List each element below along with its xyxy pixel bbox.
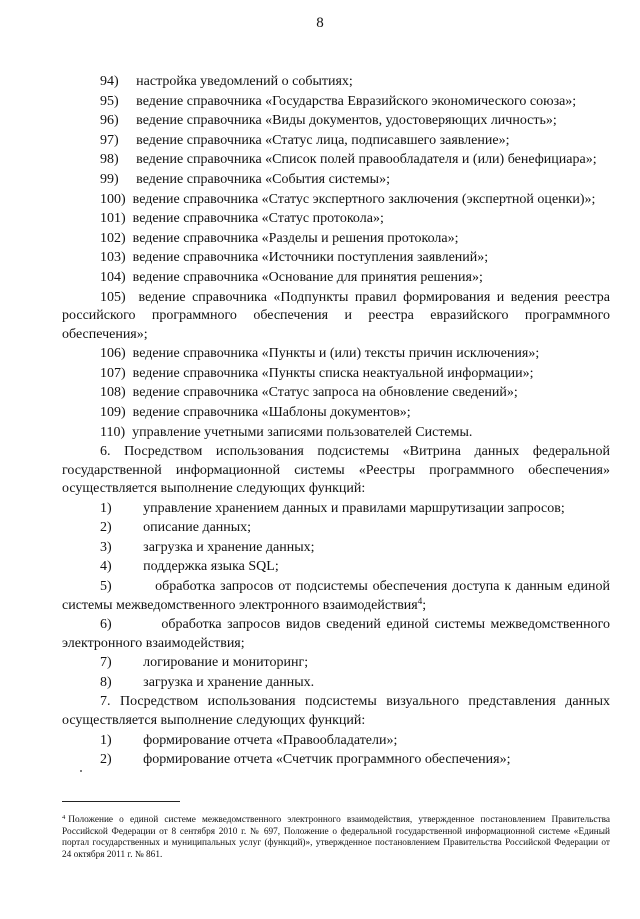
section-7-paragraph: 7. Посредством использования подсистемы визуального представления данных осуществляется выполнение следующих функций: xyxy=(62,694,610,728)
section-6-item-4: 4) поддержка языка SQL; xyxy=(100,559,279,575)
list-item-102: 102) ведение справочника «Разделы и решения протокола»; xyxy=(100,230,459,246)
list-item-107: 107) ведение справочника «Пункты списка неактуальной информации»; xyxy=(100,365,534,381)
section-6-paragraph: 6. Посредством использования подсистемы «Витрина данных федеральной государственной информационной системы «Реестры программного обеспечения» осуществляется выполнение следующих функций: xyxy=(62,444,610,497)
list-item-104: 104) ведение справочника «Основание для принятия решения»; xyxy=(100,269,483,285)
section-6-item-1: 1) управление хранением данных и правилами маршрутизации запросов; xyxy=(100,500,565,516)
list-item-106: 106) ведение справочника «Пункты и (или) тексты причин исключения»; xyxy=(100,346,540,362)
footnote xyxy=(62,812,610,861)
list-item-110: 110) управление учетными записями пользователей Системы. xyxy=(100,424,473,440)
section-6-item-5 xyxy=(62,578,610,615)
footnote-mark: 4 xyxy=(62,814,66,821)
list-item-101: 101) ведение справочника «Статус протокола»; xyxy=(100,211,384,227)
footnote-separator xyxy=(62,801,180,802)
list-item-97: 97) ведение справочника «Статус лица, подписавшего заявление»; xyxy=(100,132,510,148)
section-6-item-7: 7) логирование и мониторинг; xyxy=(100,655,309,671)
footnote-reference: 4 xyxy=(417,595,423,606)
section-7-item-2: 2) формирование отчета «Счетчик программного обеспечения»; xyxy=(100,752,511,768)
section-6-item-2: 2) описание данных; xyxy=(100,520,252,536)
list-item-100: 100) ведение справочника «Статус экспертного заключения (экспертной оценки)»; xyxy=(100,191,596,207)
list-item-103: 103) ведение справочника «Источники поступления заявлений»; xyxy=(100,250,489,266)
page-number: 8 xyxy=(316,15,324,31)
footnote-reference-suffix: ; xyxy=(422,597,427,613)
list-item-98: 98) ведение справочника «Список полей правообладателя и (или) бенефициара»; xyxy=(100,152,597,168)
scan-speck xyxy=(80,770,82,772)
document-body xyxy=(62,73,610,770)
section-6-item-6: 6) обработка запросов видов сведений единой системы межведомственного электронного взаимодействия; xyxy=(62,617,610,651)
list-item-96: 96) ведение справочника «Виды документов, удостоверяющих личность»; xyxy=(100,113,557,129)
section-6-item-3: 3) загрузка и хранение данных; xyxy=(100,539,315,555)
list-item-105: 105) ведение справочника «Подпункты правил формирования и ведения реестра российского программного обеспечения и реестра евразийского программного обеспечения»; xyxy=(62,289,610,342)
section-6-item-5-text: 5) обработка запросов от подсистемы обеспечения доступа к данным единой системы межведомственного электронного взаимодействия xyxy=(62,579,610,613)
footnote-text: Положение о единой системе межведомственного электронного взаимодействия, утвержденное постановлением Правительства Российской Федерации от 8 сентября 2010 г. № 697, Положение о федеральной государственной информационной системе «Единый портал государственных и муниципальных услуг (функций)», утвержденное постановлением Правительства Российской Федерации от 24 октября 2011 г. № 861. xyxy=(62,815,610,860)
list-item-108: 108) ведение справочника «Статус запроса на обновление сведений»; xyxy=(100,385,518,401)
list-item-109: 109) ведение справочника «Шаблоны документов»; xyxy=(100,404,411,420)
section-7-item-1: 1) формирование отчета «Правообладатели»; xyxy=(100,732,398,748)
section-6-item-8: 8) загрузка и хранение данных. xyxy=(100,674,315,690)
list-item-94: 94) настройка уведомлений о событиях; xyxy=(100,74,353,89)
list-item-99: 99) ведение справочника «События системы»; xyxy=(100,171,390,187)
list-item-95: 95) ведение справочника «Государства Евразийского экономического союза»; xyxy=(100,93,577,109)
